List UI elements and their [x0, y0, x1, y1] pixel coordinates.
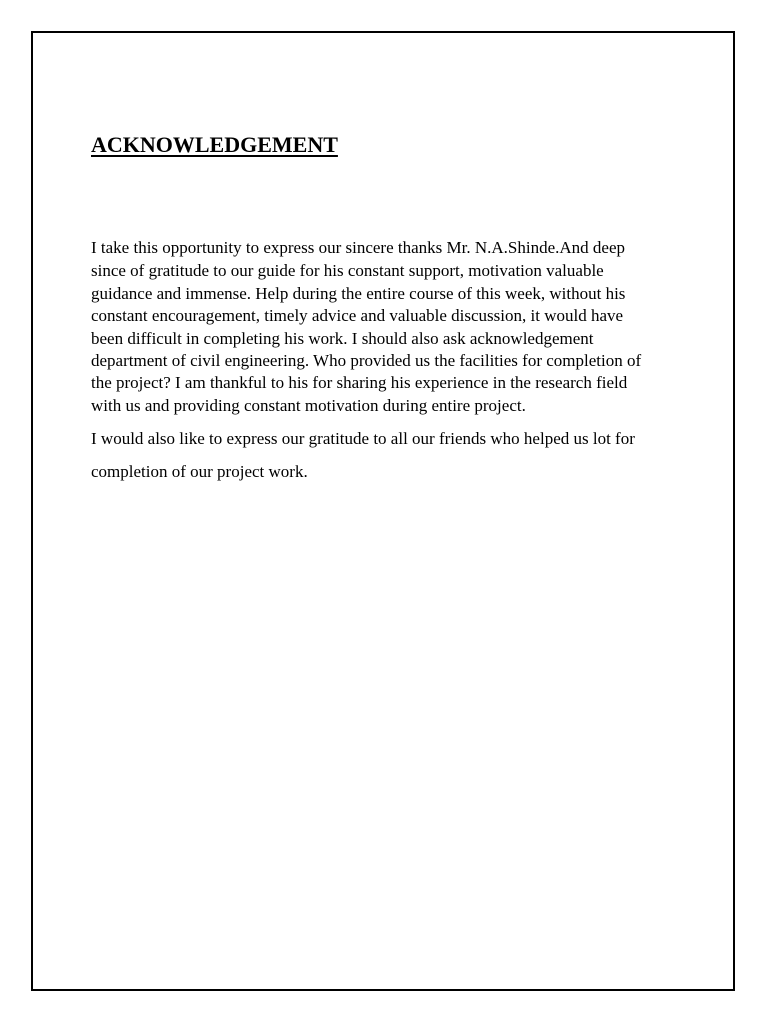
paragraph-line: guidance and immense. Help during the entire course of this week, without his [91, 284, 626, 303]
page-border [31, 31, 735, 991]
paragraph-line: constant encouragement, timely advice and valuable discussion, it would have [91, 306, 624, 325]
paragraph-line: I would also like to express our gratitude to all our friends who helped us lot for [91, 429, 635, 448]
paragraph-line: department of civil engineering. Who provided us the facilities for completion of [91, 351, 642, 370]
paragraph-line: since of gratitude to our guide for his constant support, motivation valuable [91, 261, 604, 280]
paragraph-line: with us and providing constant motivation during entire project. [91, 396, 526, 415]
paragraph-line: completion of our project work. [91, 462, 308, 481]
paragraph-line: I take this opportunity to express our sincere thanks Mr. N.A.Shinde.And deep [91, 238, 625, 257]
page-title: ACKNOWLEDGEMENT [91, 132, 338, 157]
paragraph-line: been difficult in completing his work. I should also ask acknowledgement [91, 329, 594, 348]
paragraph-line: the project? I am thankful to his for sharing his experience in the research field [91, 373, 628, 392]
